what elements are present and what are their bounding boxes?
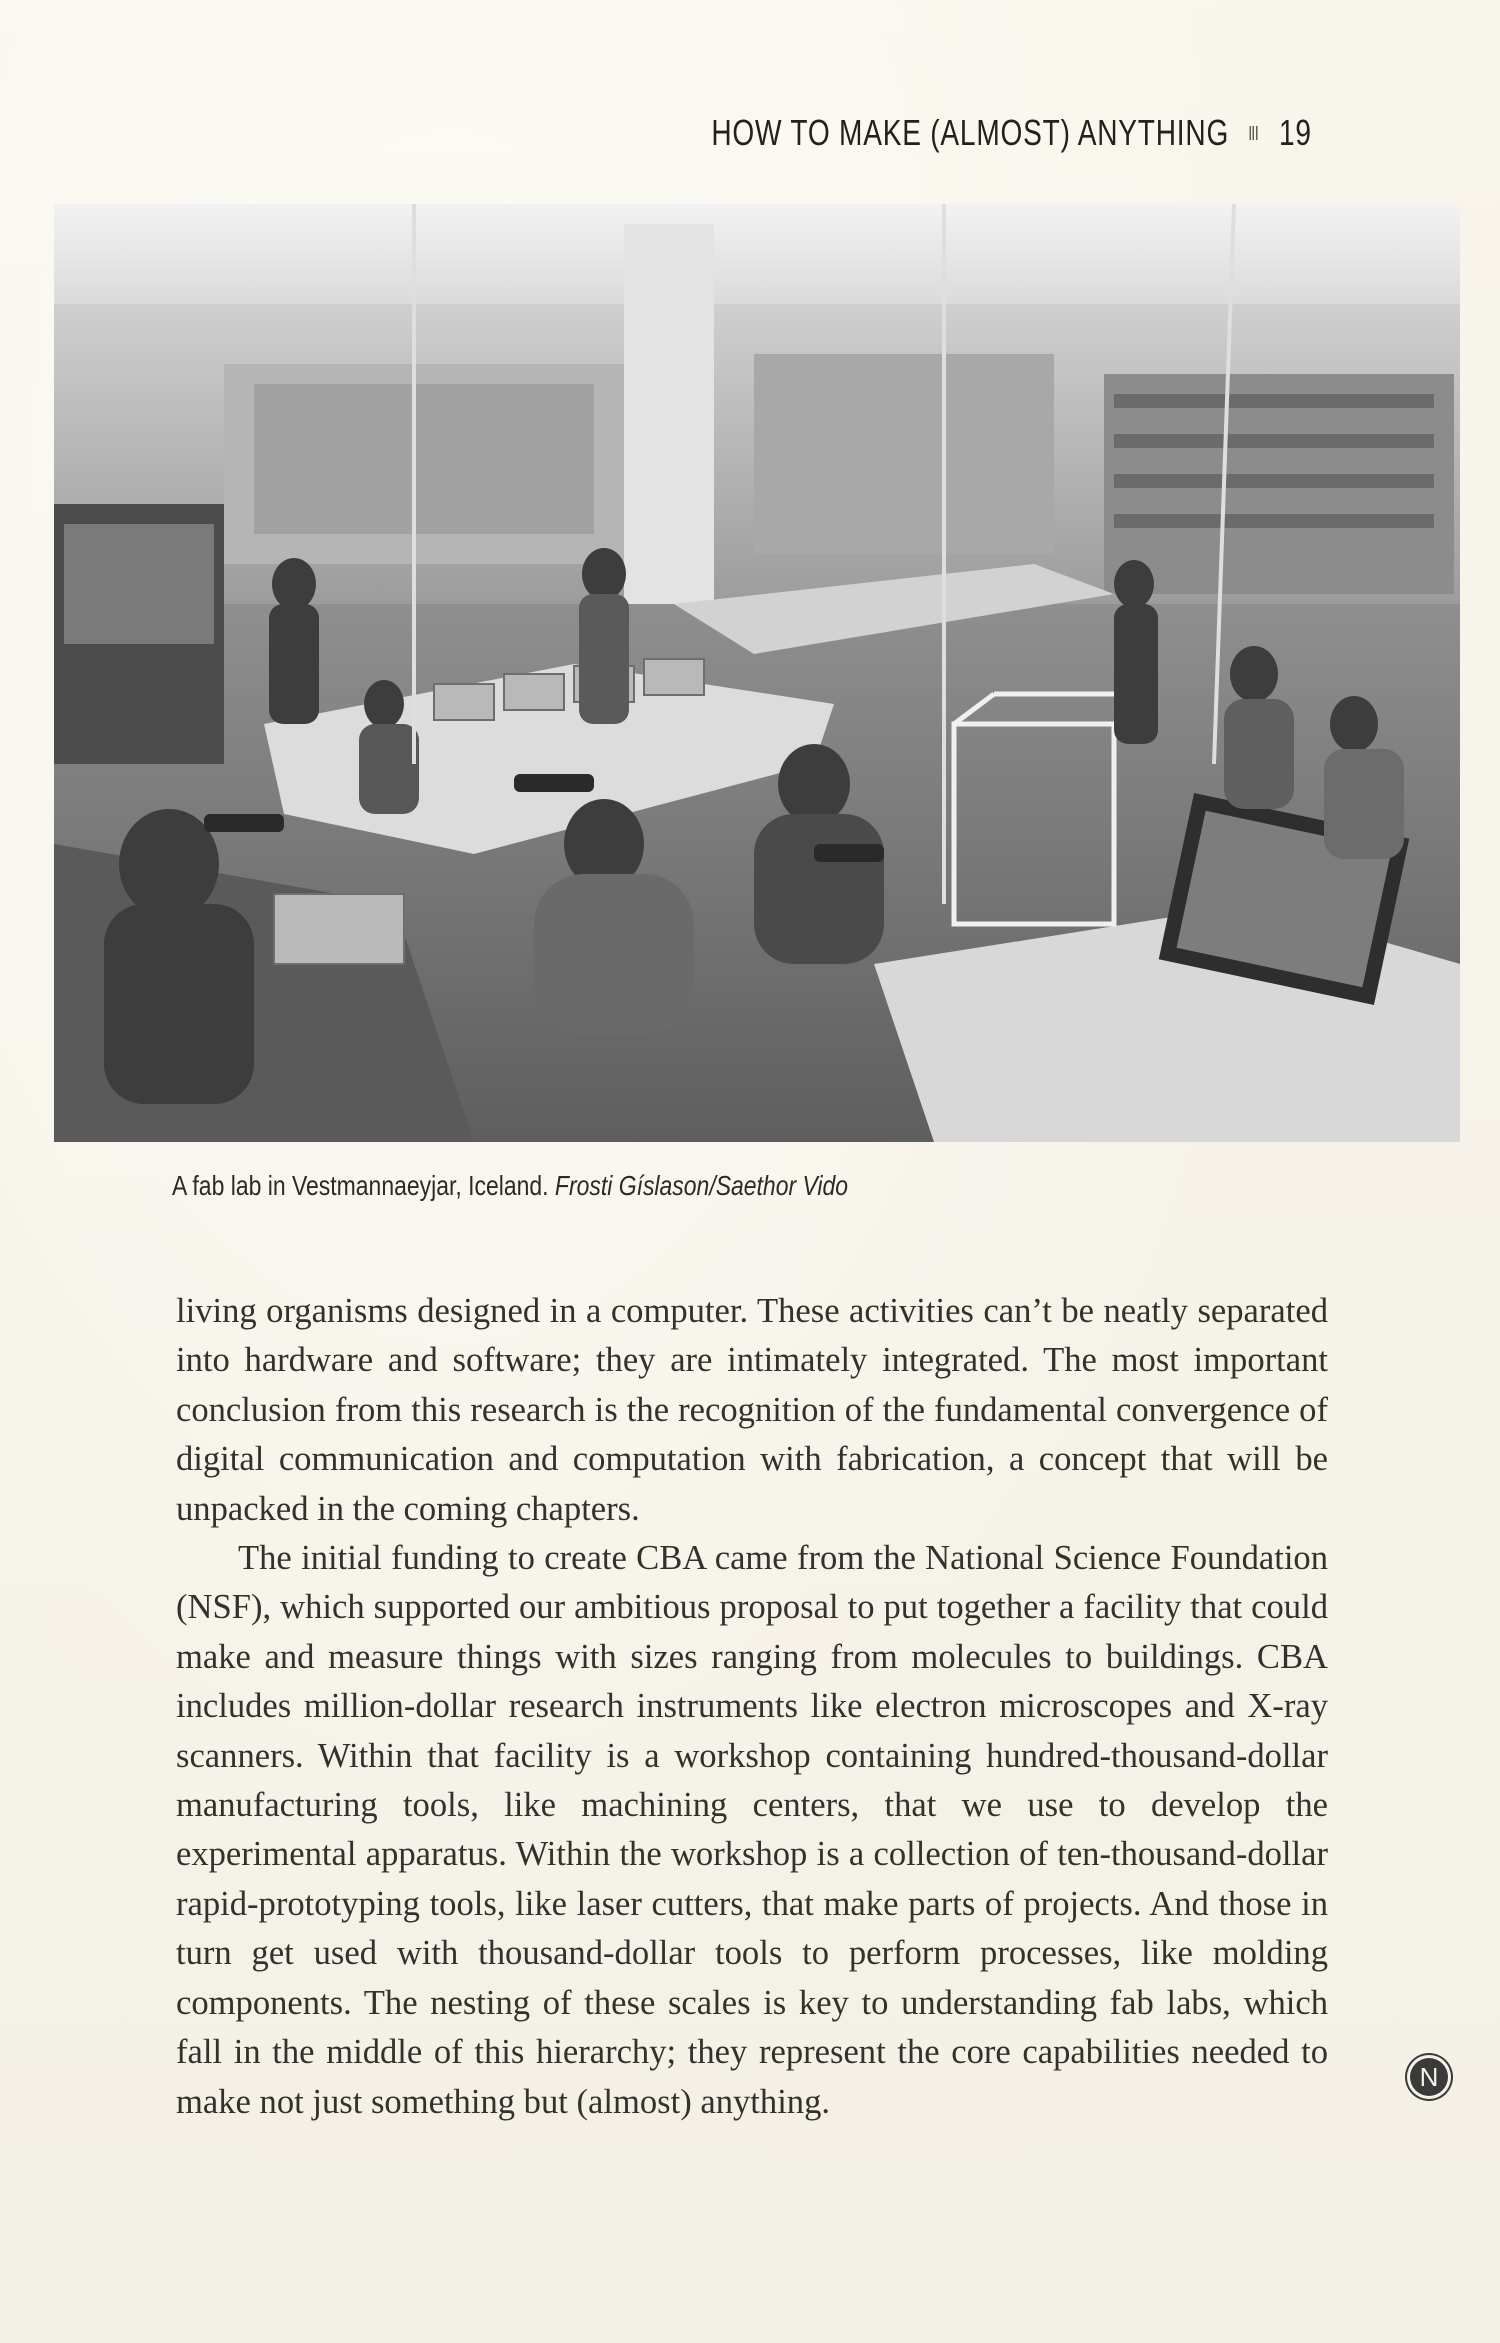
running-title: HOW TO MAKE (ALMOST) ANYTHING — [711, 112, 1230, 153]
margin-badge-icon: N — [1410, 2058, 1448, 2096]
paragraph: living organisms designed in a computer. These activities can’t be neatly separated into hardware and software; they are intimately integrated. The most important conclusion from this research is the recognition of the fundamental convergence of digital communication and computation with fabrication, a concept that will be unpacked in the coming chapters. — [176, 1292, 1328, 1528]
ornament-icon — [1250, 126, 1259, 140]
photo-illustration — [54, 204, 1460, 1142]
running-head — [712, 112, 1312, 154]
caption-text: A fab lab in Vestmannaeyjar, Iceland. — [172, 1170, 549, 1201]
body-text — [176, 1287, 1328, 2127]
page-number: 19 — [1279, 112, 1312, 153]
caption-credit: Frosti Gíslason/Saethor Vido — [554, 1170, 849, 1201]
fab-lab-photo — [54, 204, 1460, 1142]
paragraph: The initial funding to create CBA came from the National Science Foundation (NSF), which supported our ambitious proposal to put together a facility that could make and measure things with sizes ranging from molecules to buildings. CBA includes million-dollar research instruments like electron microscopes and X-ray scanners. Within that facility is a workshop containing hundred-thousand-dollar manufacturing tools, like machining centers, that we use to develop the experimental apparatus. Within the workshop is a collection of ten-thousand-dollar rapid-prototyping tools, like laser cutters, that make parts of projects. And those in turn get used with thousand-dollar tools to perform processes, like molding components. The nesting of these scales is key to understanding fab labs, which fall in the middle of this hierarchy; they represent the core capabilities needed to make not just something but (almost) anything. — [176, 1539, 1328, 2121]
figure-caption — [172, 1170, 848, 1202]
